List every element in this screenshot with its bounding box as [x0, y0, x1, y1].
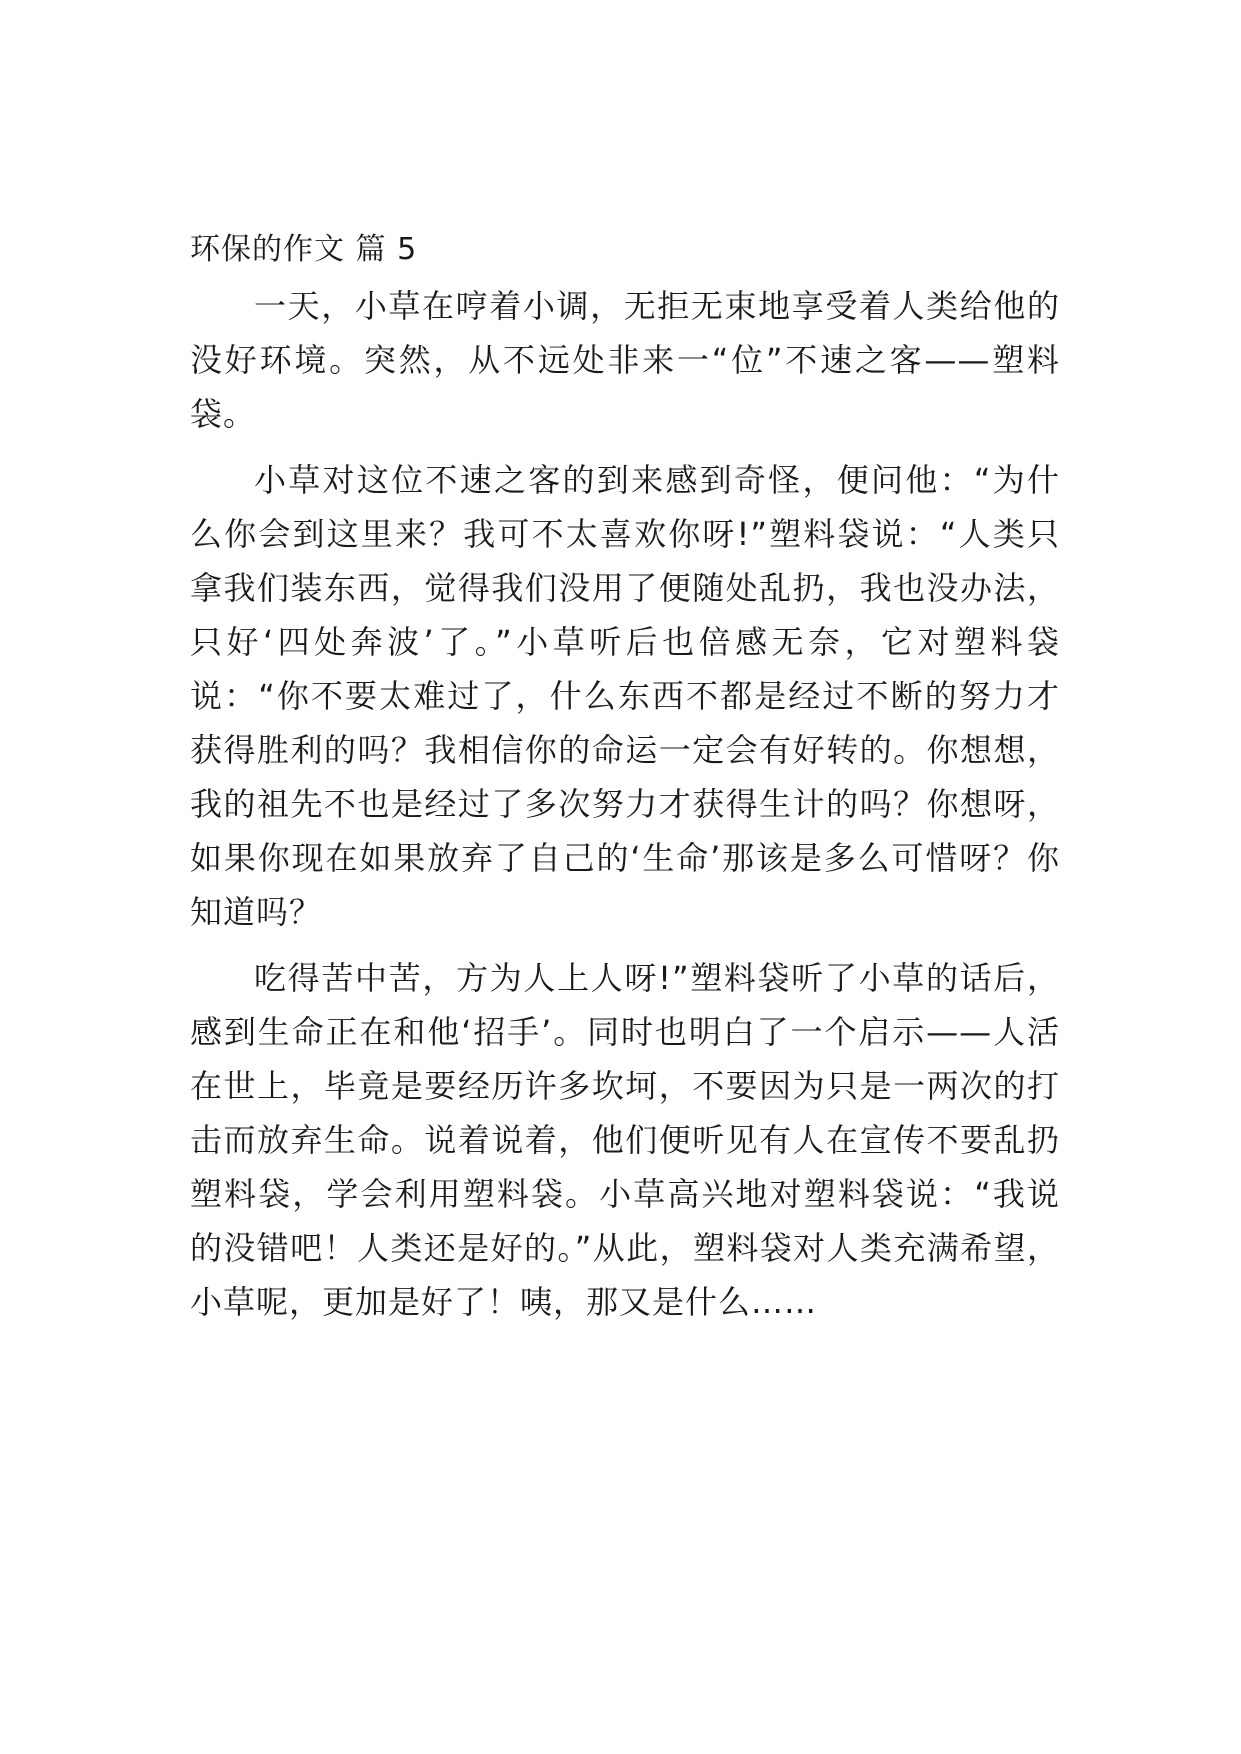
- paragraph-3: 吃得苦中苦，方为人上人呀!”塑料袋听了小草的话后，感到生命正在和他‘招手’。同时也明白了一个启示——人活在世上，毕竟是要经历许多坎坷，不要因为只是一两次的打击而放弃生命。说着说着，他们便听见有人在宣传不要乱扔塑料袋，学会利用塑料袋。小草高兴地对塑料袋说：“我说的没错吧！人类还是好的。”从此，塑料袋对人类充满希望，小草呢，更加是好了！咦，那又是什么……: [190, 959, 1060, 1321]
- document-body: [190, 223, 1060, 1341]
- paragraph-2: 小草对这位不速之客的到来感到奇怪，便问他：“为什么你会到这里来？我可不太喜欢你呀!”塑料袋说：“人类只拿我们装东西，觉得我们没用了便随处乱扔，我也没办法，只好‘四处奔波’了。”小草听后也倍感无奈，它对塑料袋说：“你不要太难过了，什么东西不都是经过不断的努力才获得胜利的吗？我相信你的命运一定会有好转的。你想想，我的祖先不也是经过了多次努力才获得生计的吗？你想呀，如果你现在如果放弃了自己的‘生命’那该是多么可惜呀？你知道吗？: [190, 461, 1060, 931]
- paragraph-1: 一天，小草在哼着小调，无拒无束地享受着人类给他的没好环境。突然，从不远处非来一“位”不速之客——塑料袋。: [190, 287, 1060, 433]
- document-title: 环保的作文 篇 5: [190, 232, 418, 267]
